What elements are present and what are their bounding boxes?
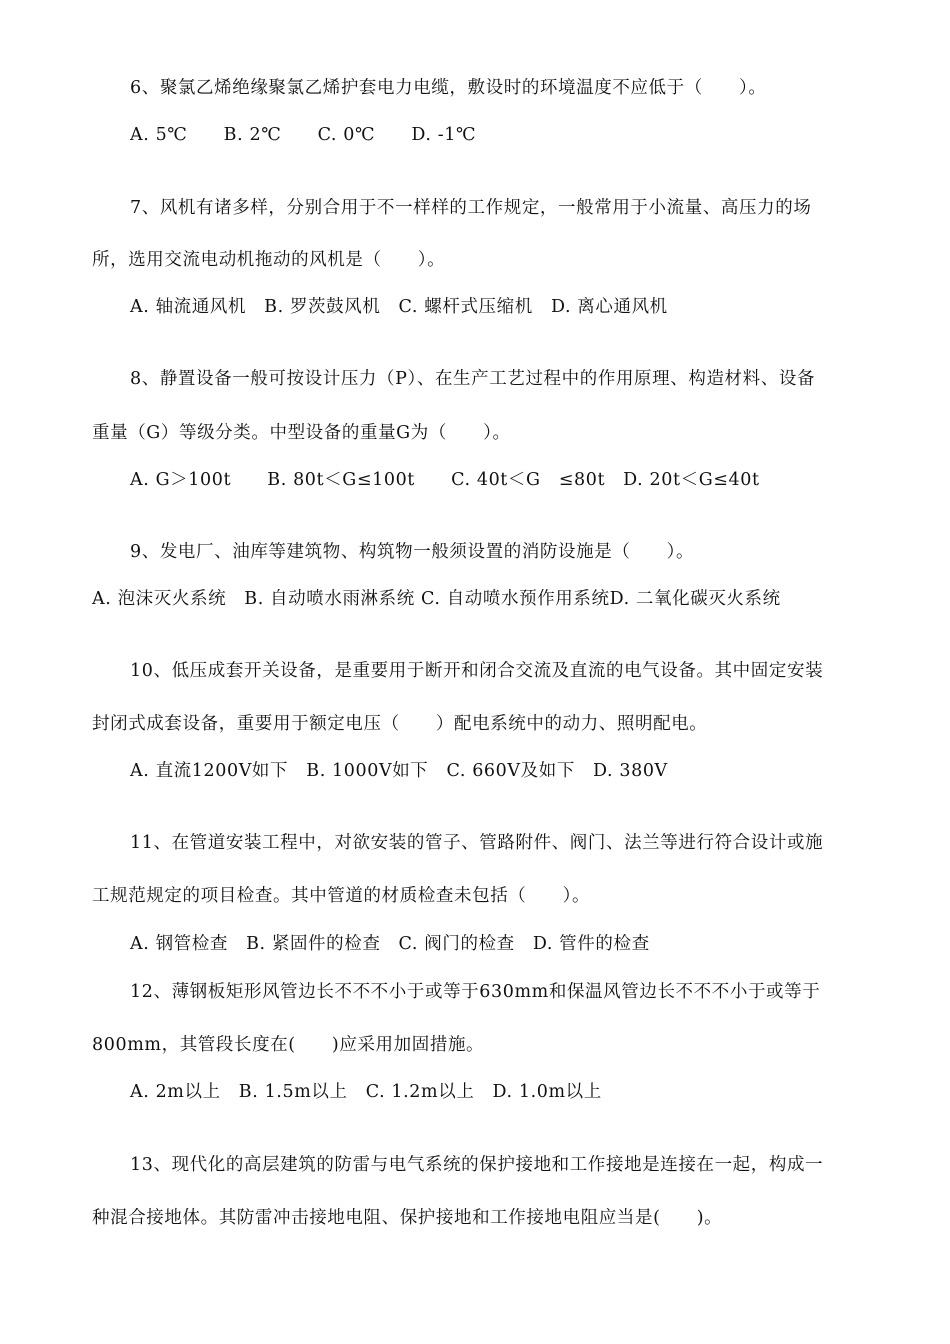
question-10-options: A. 直流1200V如下 B. 1000V如下 C. 660V及如下 D. 380V (130, 761, 668, 781)
question-8-line-1: 8、静置设备一般可按设计压力（P）、在生产工艺过程中的作用原理、构造材料、设备 (130, 369, 816, 389)
question-10-line-1: 10、低压成套开关设备，是重要用于断开和闭合交流及直流的电气设备。其中固定安装 (130, 661, 824, 681)
question-11-options: A. 钢管检查 B. 紧固件的检查 C. 阀门的检查 D. 管件的检查 (130, 934, 650, 954)
question-11-line-2: 工规范规定的项目检查。其中管道的材质检查未包括（ ）。 (92, 886, 591, 906)
question-7-options: A. 轴流通风机 B. 罗茨鼓风机 C. 螺杆式压缩机 D. 离心通风机 (130, 297, 668, 317)
question-9-line-1: 9、发电厂、油库等建筑物、构筑物一般须设置的消防设施是（ ）。 (130, 542, 695, 562)
question-7-line-1: 7、风机有诸多样，分别合用于不一样样的工作规定，一般常用于小流量、高压力的场 (130, 198, 812, 218)
question-13-line-1: 13、现代化的高层建筑的防雷与电气系统的保护接地和工作接地是连接在一起，构成一 (130, 1155, 824, 1175)
question-8-options: A. G＞100t B. 80t＜G≤100t C. 40t＜G ≤80t D. 20t＜G≤40t (130, 470, 760, 490)
question-12-line-2: 800mm，其管段长度在( )应采用加固措施。 (92, 1035, 485, 1055)
question-12-line-1: 12、薄钢板矩形风管边长不不不小于或等于630mm和保温风管边长不不不小于或等于 (130, 982, 821, 1002)
question-7-line-2: 所，选用交流电动机拖动的风机是（ ）。 (92, 250, 446, 270)
question-9-options: A. 泡沫灭火系统 B. 自动喷水雨淋系统 C. 自动喷水预作用系统D. 二氧化碳灭火系统 (92, 589, 781, 609)
question-10-line-2: 封闭式成套设备，重要用于额定电压（ ）配电系统中的动力、照明配电。 (92, 714, 708, 734)
question-6-line-1: 6、聚氯乙烯绝缘聚氯乙烯护套电力电缆，敷设时的环境温度不应低于（ ）。 (130, 78, 767, 98)
question-12-options: A. 2m以上 B. 1.5m以上 C. 1.2m以上 D. 1.0m以上 (130, 1082, 602, 1102)
question-11-line-1: 11、在管道安装工程中，对欲安装的管子、管路附件、阀门、法兰等进行符合设计或施 (130, 833, 824, 853)
question-6-options: A. 5℃ B. 2℃ C. 0℃ D. -1℃ (130, 125, 477, 145)
question-8-line-2: 重量（G）等级分类。中型设备的重量G为（ ）。 (92, 423, 511, 443)
question-13-line-2: 种混合接地体。其防雷冲击接地电阻、保护接地和工作接地电阻应当是( )。 (92, 1208, 723, 1228)
